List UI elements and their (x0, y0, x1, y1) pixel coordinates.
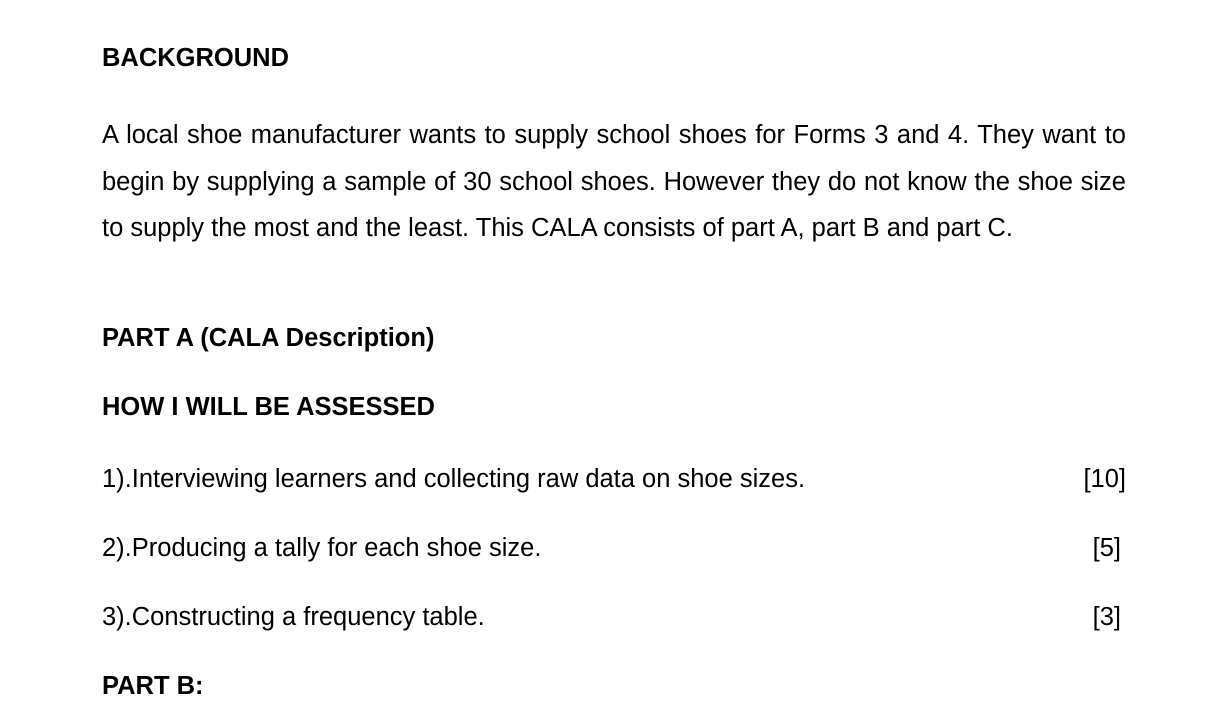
criterion-marks: [10] (1083, 465, 1126, 493)
assessment-criterion-3 (102, 600, 1126, 634)
assessment-criterion-1 (102, 462, 1126, 496)
assessment-criterion-2 (102, 531, 1126, 565)
criterion-marks: [5] (1092, 534, 1121, 562)
part-b-heading: PART B: (102, 672, 204, 700)
criterion-text: 1).Interviewing learners and collecting raw data on shoe sizes. (102, 465, 806, 493)
criterion-text: 2).Producing a tally for each shoe size. (102, 534, 542, 562)
criterion-text: 3).Constructing a frequency table. (102, 603, 485, 631)
background-paragraph: A local shoe manufacturer wants to supply school shoes for Forms 3 and 4. They want to begin by supplying a sample of 30 school shoes. However they do not know the shoe size to supply the most and the least. This CALA consists of part A, part B and part C. (102, 121, 1126, 242)
part-a-heading: PART A (CALA Description) (102, 324, 435, 352)
criterion-marks: [3] (1092, 603, 1121, 631)
background-heading: BACKGROUND (102, 44, 289, 72)
assessment-heading: HOW I WILL BE ASSESSED (102, 393, 435, 421)
